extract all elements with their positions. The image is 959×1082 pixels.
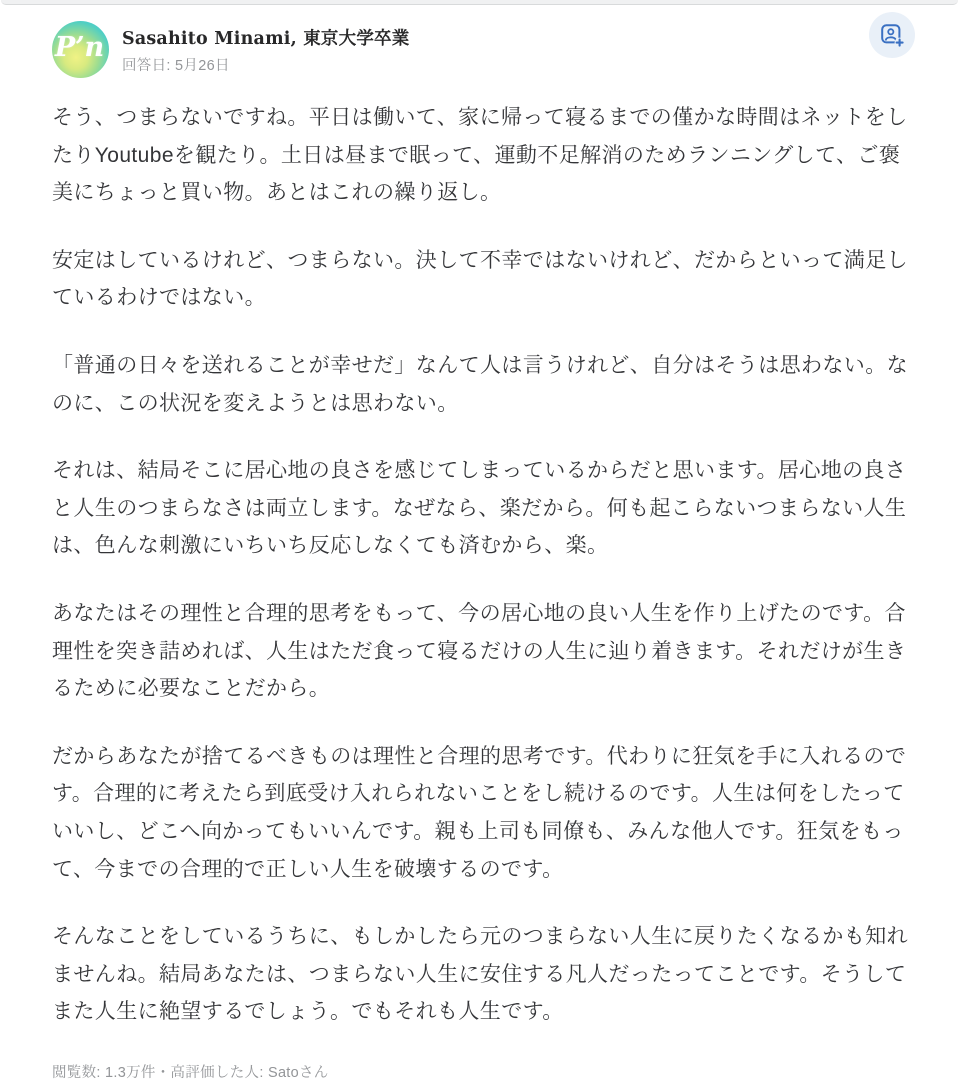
answer-paragraph: あなたはその理性と合理的思考をもって、今の居心地の良い人生を作り上げたのです。合理性を突き詰めれば、人生はただ食って寝るだけの人生に辿り着きます。それだけが生きるために必要なことだから。	[52, 601, 907, 701]
answer-body	[52, 99, 912, 1031]
avatar-monogram: P’n	[54, 32, 105, 63]
view-count-meta[interactable]: 閲覧数: 1.3万件・高評価した人: Satoさん	[52, 1064, 329, 1081]
follow-user-button[interactable]	[869, 12, 915, 58]
avatar[interactable]	[52, 21, 109, 78]
answer-paragraph: 「普通の日々を送れることが幸せだ」なんて人は言うけれど、自分はそうは思わない。なのに、この状況を変えようとは思わない。	[52, 353, 908, 415]
author-block	[122, 25, 409, 75]
add-person-icon	[878, 21, 906, 49]
answer-date[interactable]: 回答日: 5月26日	[122, 57, 230, 74]
answer-paragraph: そう、つまらないですね。平日は働いて、家に帰って寝るまでの僅かな時間はネットをしたりYoutubeを観たり。土日は昼まで眠って、運動不足解消のためランニングして、ご褒美にちょっと買い物。あとはこれの繰り返し。	[52, 106, 908, 205]
answer-paragraph: だからあなたが捨てるべきものは理性と合理的思考です。代わりに狂気を手に入れるのです。合理的に考えたら到底受け入れられないことをし続けるのです。人生は何をしたっていいし、どこへ向かってもいいんです。親も上司も同僚も、みんな他人です。狂気をもって、今までの合理的で正しい人生を破壊するのです。	[52, 744, 907, 881]
answer-header	[52, 21, 912, 78]
answer-paragraph: そんなことをしているうちに、もしかしたら元のつまらない人生に戻りたくなるかも知れませんね。結局あなたは、つまらない人生に安住する凡人だったってことです。そうしてまた人生に絶望するでしょう。でもそれも人生です。	[52, 925, 908, 1024]
answer-card	[0, 5, 959, 1081]
answer-paragraph: 安定はしているけれど、つまらない。決して不幸ではないけれど、だからといって満足しているわけではない。	[52, 248, 908, 310]
author-name[interactable]: Sasahito Minami, 東京大学卒業	[122, 28, 410, 49]
answer-paragraph: それは、結局そこに居心地の良さを感じてしまっているからだと思います。居心地の良さと人生のつまらなさは両立します。なぜなら、楽だから。何も起こらないつまらない人生は、色んな刺激にいちいち反応しなくても済むから、楽。	[52, 459, 907, 558]
